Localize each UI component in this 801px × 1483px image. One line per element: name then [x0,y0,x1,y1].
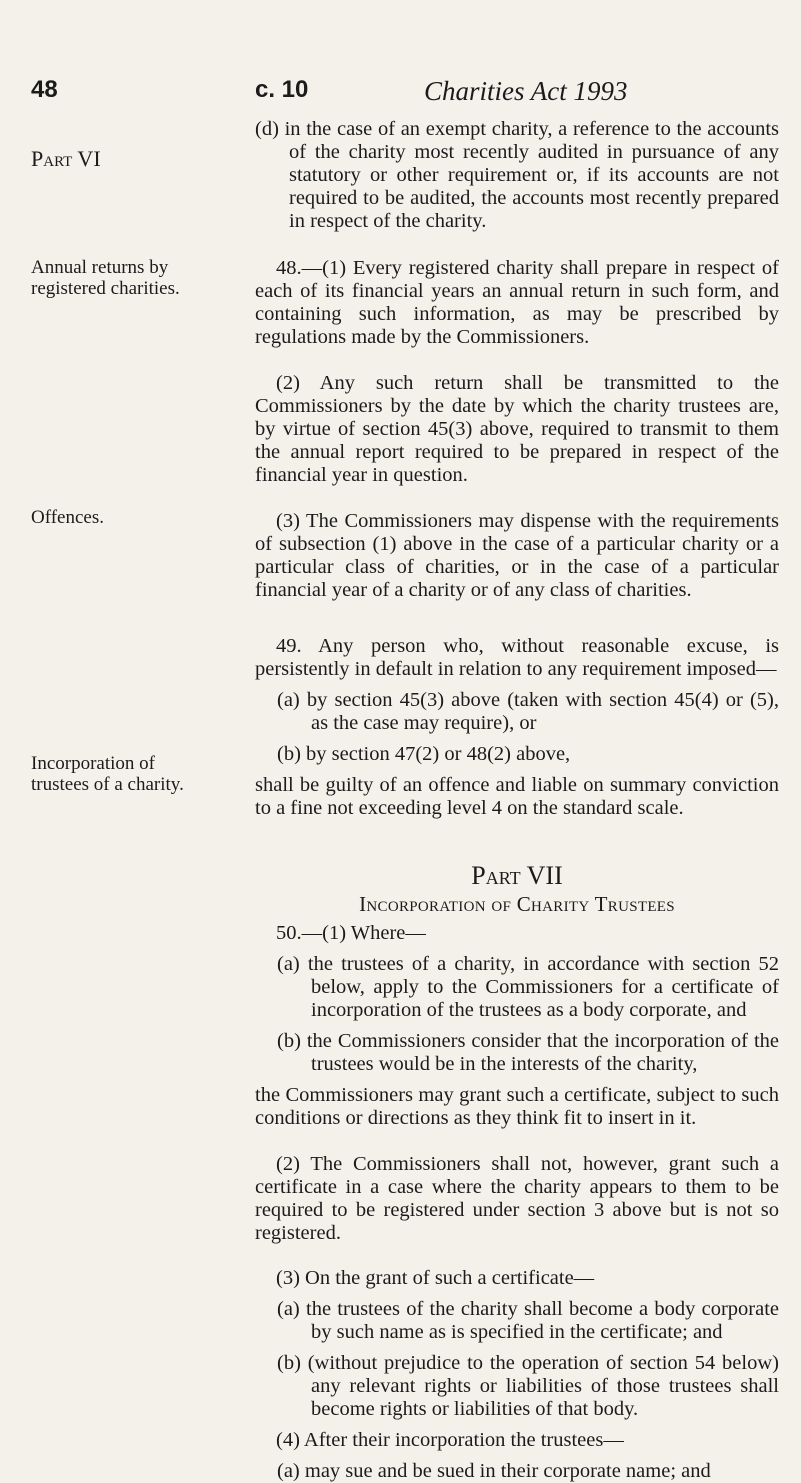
act-title: Charities Act 1993 [424,76,628,106]
section-50-3: (3) On the grant of such a certificate— [276,1267,595,1289]
section-50-3-a: (a) the trustees of the charity shall become a body corporate by such name as is specified in the certificate; and [277,1298,779,1343]
section-50-1: 50.—(1) Where— [276,922,426,944]
part-title: Incorporation of Charity Trustees [359,892,675,916]
section-50-1-end: the Commissioners may grant such a certificate, subject to such conditions or directions as they think fit to insert in it. [255,1084,779,1129]
section-49-b: (b) by section 47(2) or 48(2) above, [277,743,571,765]
section-50-4: (4) After their incorporation the trustees— [276,1429,624,1451]
section-48-3: (3) The Commissioners may dispense with the requirements of subsection (1) above in the case of a particular charity or a particular class of charities, or in the case of a particular financial year of a charity or of any class of charities. [255,510,779,601]
margin-note-annual-returns: Annual returns by registered charities. [31,257,180,299]
section-50-1-b: (b) the Commissioners consider that the incorporation of the trustees would be in the interests of the charity, [277,1030,779,1075]
margin-part-label: Part VI [31,146,101,171]
margin-note-offences: Offences. [31,507,104,528]
section-50-4-a: (a) may sue and be sued in their corporate name; and [277,1460,711,1482]
part-heading: Part VII [471,861,563,890]
section-50-2: (2) The Commissioners shall not, however, grant such a certificate in a case where the charity appears to them to be required to be registered under section 3 above but is not so registered. [255,1153,779,1244]
main-text [255,118,779,1483]
section-49-end: shall be guilty of an offence and liable on summary conviction to a fine not exceeding level 4 on the standard scale. [255,774,779,819]
section-48-1: 48.—(1) Every registered charity shall prepare in respect of each of its financial years an annual return in such form, and containing such information, as may be prescribed by regulations made by the Commissioners. [255,257,779,348]
section-50-1-a: (a) the trustees of a charity, in accordance with section 52 below, apply to the Commissioners for a certificate of incorporation of the trustees as a body corporate, and [277,953,779,1021]
section-50-3-b: (b) (without prejudice to the operation of section 54 below) any relevant rights or liabilities of those trustees shall become rights or liabilities of that body. [277,1352,779,1420]
paragraph-d: (d) in the case of an exempt charity, a reference to the accounts of the charity most recently audited in pursuance of any statutory or other requirement or, if its accounts are not required to be audited, the accounts most recently prepared in respect of the charity. [255,118,779,232]
margin-note-incorporation: Incorporation of trustees of a charity. [31,753,184,795]
chapter-number: c. 10 [255,76,309,103]
section-48-2: (2) Any such return shall be transmitted to the Commissioners by the date by which the charity trustees are, by virtue of section 45(3) above, required to transmit to them the annual report required to be prepared in respect of the financial year in question. [255,372,779,486]
page-number: 48 [31,76,58,103]
section-49-a: (a) by section 45(3) above (taken with section 45(4) or (5), as the case may require), or [277,689,779,734]
section-49-intro: 49. Any person who, without reasonable excuse, is persistently in default in relation to any requirement imposed— [255,635,779,680]
